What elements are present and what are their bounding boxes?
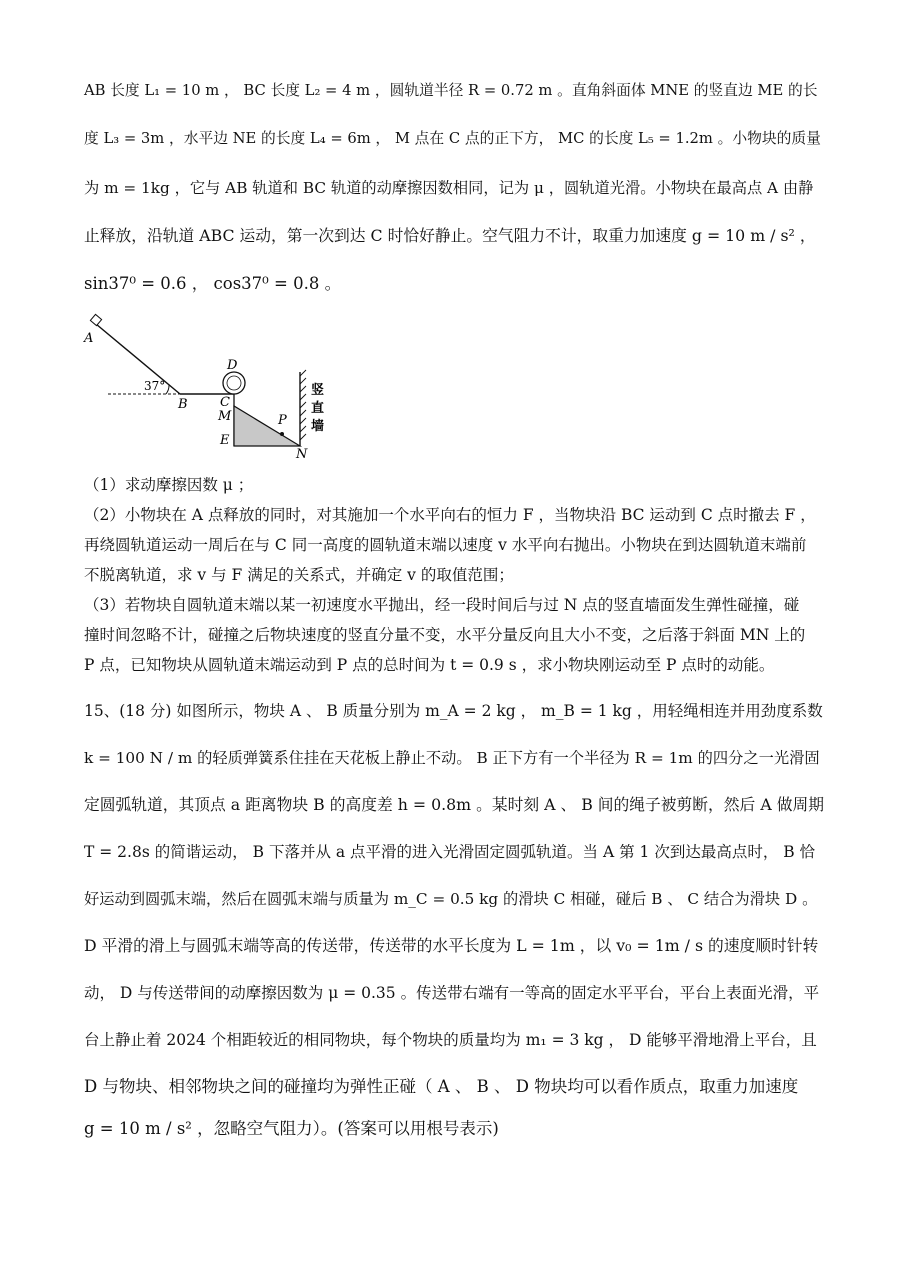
p15-line-6: D 平滑的滑上与圆弧末端等高的传送带，传送带的水平长度为 L = 1m ，以 v₀ = 1m / s 的速度顺时针转 <box>84 936 819 955</box>
label-wall-3: 墙 <box>311 419 325 434</box>
p14-line-2: 度 L₃ = 3m ，水平边 NE 的长度 L₄ = 6m ， M 点在 C 点的正下方， MC 的长度 L₅ = 1.2m 。小物块的质量 <box>84 130 821 147</box>
p15-line-2: k = 100 N / m 的轻质弹簧系住挂在天花板上静止不动。 B 正下方有一个半径为 R = 1m 的四分之一光滑固 <box>84 749 820 767</box>
label-d: D <box>227 358 238 373</box>
p15-line-10: g = 10 m / s² ，忽略空气阻力）。(答案可以用根号表示) <box>84 1119 499 1138</box>
p15-line-7: 动， D 与传送带间的动摩擦因数为 μ = 0.35 。传送带右端有一等高的固定水平平台，平台上表面光滑，平 <box>84 984 820 1002</box>
p14-line-1: AB 长度 L₁ = 10 m ， BC 长度 L₂ = 4 m ，圆轨道半径 R = 0.72 m 。直角斜面体 MNE 的竖直边 ME 的长 <box>84 82 818 99</box>
p14-question-3b: 撞时间忽略不计，碰撞之后物块速度的竖直分量不变，水平分量反向且大小不变，之后落于斜面 MN 上的 <box>84 626 806 644</box>
p15-line-5: 好运动到圆弧末端，然后在圆弧末端与质量为 m_C = 0.5 kg 的滑块 C 相碰，碰后 B 、 C 结合为滑块 D 。 <box>84 890 818 908</box>
p15-line-9: D 与物块、相邻物块之间的碰撞均为弹性正碰（ A 、 B 、 D 物块均可以看作质点，取重力加速度 <box>84 1077 799 1096</box>
label-p: P <box>278 413 287 428</box>
label-c: C <box>220 395 230 410</box>
label-b: B <box>178 397 188 412</box>
p14-question-2b: 再绕圆轨道运动一周后在与 C 同一高度的圆轨道末端以速度 v 水平向右抛出。小物块在到达圆轨道末端前 <box>84 536 807 554</box>
p14-question-2c: 不脱离轨道，求 v 与 F 满足的关系式，并确定 v 的取值范围； <box>84 566 514 584</box>
p14-line-5: sin37⁰ = 0.6 ， cos37⁰ = 0.8 。 <box>84 274 342 293</box>
p15-line-4: T = 2.8s 的简谐运动， B 下落并从 a 点平滑的进入光滑固定圆弧轨道。当 A 第 1 次到达最高点时， B 恰 <box>84 843 816 861</box>
label-wall-1: 竖 <box>311 383 325 398</box>
label-angle: 37° <box>144 379 166 393</box>
p14-line-3: 为 m = 1kg ，它与 AB 轨道和 BC 轨道的动摩擦因数相同，记为 μ ，圆轨道光滑。小物块在最高点 A 由静 <box>84 179 814 197</box>
p14-question-1: （1）求动摩擦因数 μ ； <box>84 476 254 494</box>
p14-question-3: （3）若物块自圆轨道末端以某一初速度水平抛出，经一段时间后与过 N 点的竖直墙面发生弹性碰撞，碰 <box>84 596 800 614</box>
track-diagram <box>78 310 348 460</box>
p15-line-8: 台上静止着 2024 个相距较近的相同物块，每个物块的质量均为 m₁ = 3 kg ， D 能够平滑地滑上平台，且 <box>84 1031 817 1049</box>
p15-line-3: 定圆弧轨道，其顶点 a 距离物块 B 的高度差 h = 0.8m 。某时刻 A 、 B 间的绳子被剪断，然后 A 做周期 <box>84 795 824 814</box>
label-a: A <box>84 331 94 346</box>
p15-line-1: 15、(18 分) 如图所示，物块 A 、 B 质量分别为 m_A = 2 kg ， m_B = 1 kg ，用轻绳相连并用劲度系数 <box>84 702 823 720</box>
p14-question-2: （2）小物块在 A 点释放的同时，对其施加一个水平向右的恒力 F ，当物块沿 BC 运动到 C 点时撤去 F ， <box>84 506 816 524</box>
p14-question-3c: P 点，已知物块从圆轨道末端运动到 P 点的总时间为 t = 0.9 s ，求小物块刚运动至 P 点时的动能。 <box>84 656 775 674</box>
label-n: N <box>296 447 308 460</box>
p14-line-4: 止释放，沿轨道 ABC 运动，第一次到达 C 时恰好静止。空气阻力不计，取重力加速度 g = 10 m / s² ， <box>84 226 816 245</box>
label-wall-2: 直 <box>311 401 325 416</box>
label-m: M <box>218 409 232 424</box>
label-e: E <box>220 433 230 448</box>
